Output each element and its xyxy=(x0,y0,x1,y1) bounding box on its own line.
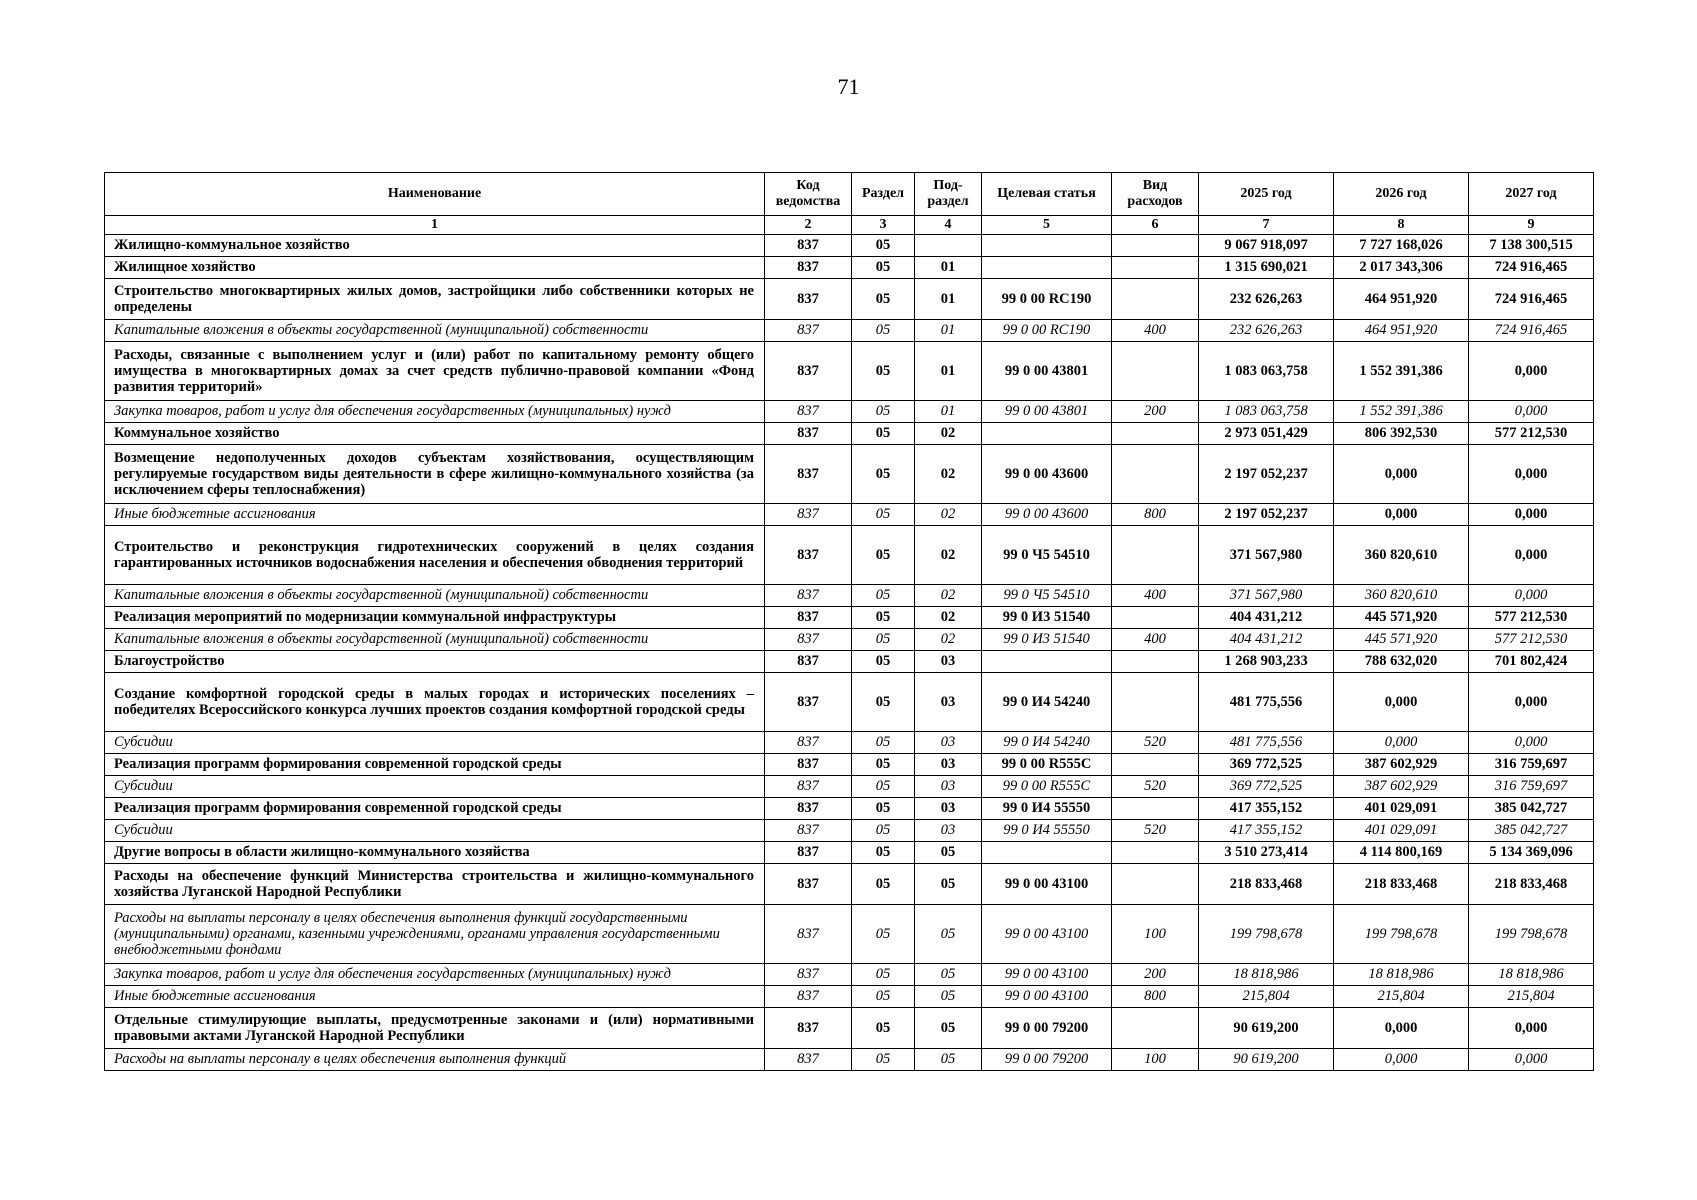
row-name: Расходы на обеспечение функций Министерства строительства и жилищно-коммунального хозяйства Луганской Народной Республики xyxy=(105,864,765,905)
amount-2025: 1 083 063,758 xyxy=(1199,342,1334,401)
amount-2026: 4 114 800,169 xyxy=(1334,842,1469,864)
row-name: Отдельные стимулирующие выплаты, предусмотренные законами и (или) нормативными правовыми актами Луганской Народной Республики xyxy=(105,1008,765,1049)
target-article: 99 0 И3 51540 xyxy=(982,629,1112,651)
header-row xyxy=(105,173,1594,216)
amount-2027: 385 042,727 xyxy=(1469,798,1594,820)
amount-2026: 2 017 343,306 xyxy=(1334,257,1469,279)
section-code: 05 xyxy=(852,820,915,842)
row-name: Субсидии xyxy=(105,732,765,754)
subsection-code: 02 xyxy=(915,607,982,629)
amount-2026: 464 951,920 xyxy=(1334,279,1469,320)
table-row xyxy=(105,585,1594,607)
department-code: 837 xyxy=(765,423,852,445)
expense-type xyxy=(1112,445,1199,504)
amount-2025: 1 315 690,021 xyxy=(1199,257,1334,279)
section-code: 05 xyxy=(852,1049,915,1071)
amount-2025: 1 268 903,233 xyxy=(1199,651,1334,673)
amount-2026: 401 029,091 xyxy=(1334,820,1469,842)
section-code: 05 xyxy=(852,776,915,798)
amount-2027: 18 818,986 xyxy=(1469,964,1594,986)
department-code: 837 xyxy=(765,320,852,342)
row-name: Строительство многоквартирных жилых домов, застройщики либо собственники которых не определены xyxy=(105,279,765,320)
budget-table xyxy=(104,172,1594,1071)
amount-2025: 90 619,200 xyxy=(1199,1008,1334,1049)
expense-type: 100 xyxy=(1112,1049,1199,1071)
department-code: 837 xyxy=(765,235,852,257)
expense-type xyxy=(1112,607,1199,629)
subsection-code: 02 xyxy=(915,504,982,526)
amount-2027: 218 833,468 xyxy=(1469,864,1594,905)
section-code: 05 xyxy=(852,732,915,754)
amount-2027: 215,804 xyxy=(1469,986,1594,1008)
table-row xyxy=(105,776,1594,798)
header-department-code: Код ведомства xyxy=(765,173,852,216)
department-code: 837 xyxy=(765,864,852,905)
table-row xyxy=(105,798,1594,820)
department-code: 837 xyxy=(765,842,852,864)
row-name: Реализация мероприятий по модернизации коммунальной инфраструктуры xyxy=(105,607,765,629)
row-name: Расходы, связанные с выполнением услуг и (или) работ по капитальному ремонту общего имущества в многоквартирных домах за счет средств публично-правовой компании «Фонд развития территорий» xyxy=(105,342,765,401)
department-code: 837 xyxy=(765,342,852,401)
target-article: 99 0 00 43100 xyxy=(982,864,1112,905)
section-code: 05 xyxy=(852,342,915,401)
target-article: 99 0 00 79200 xyxy=(982,1049,1112,1071)
header-expense-type: Вид расходов xyxy=(1112,173,1199,216)
table-row xyxy=(105,1049,1594,1071)
table-row xyxy=(105,820,1594,842)
amount-2027: 0,000 xyxy=(1469,401,1594,423)
target-article: 99 0 00 43600 xyxy=(982,445,1112,504)
target-article: 99 0 И4 55550 xyxy=(982,820,1112,842)
column-number: 6 xyxy=(1112,216,1199,235)
subsection-code: 03 xyxy=(915,776,982,798)
target-article xyxy=(982,257,1112,279)
amount-2027: 724 916,465 xyxy=(1469,257,1594,279)
target-article: 99 0 И4 54240 xyxy=(982,732,1112,754)
expense-type: 800 xyxy=(1112,504,1199,526)
table-row xyxy=(105,257,1594,279)
row-name: Расходы на выплаты персоналу в целях обеспечения выполнения функций государственными (муниципальными) органами, казенными учреждениями, органами управления государственными внебюджетными фондами xyxy=(105,905,765,964)
target-article: 99 0 И4 54240 xyxy=(982,673,1112,732)
amount-2025: 1 083 063,758 xyxy=(1199,401,1334,423)
amount-2026: 401 029,091 xyxy=(1334,798,1469,820)
table-row xyxy=(105,526,1594,585)
department-code: 837 xyxy=(765,504,852,526)
subsection-code: 01 xyxy=(915,320,982,342)
amount-2027: 0,000 xyxy=(1469,673,1594,732)
table-row xyxy=(105,235,1594,257)
table-row xyxy=(105,445,1594,504)
target-article: 99 0 00 43100 xyxy=(982,986,1112,1008)
row-name: Реализация программ формирования современной городской среды xyxy=(105,798,765,820)
department-code: 837 xyxy=(765,1008,852,1049)
section-code: 05 xyxy=(852,504,915,526)
amount-2026: 1 552 391,386 xyxy=(1334,401,1469,423)
amount-2026: 445 571,920 xyxy=(1334,629,1469,651)
table-row xyxy=(105,607,1594,629)
column-number: 8 xyxy=(1334,216,1469,235)
department-code: 837 xyxy=(765,820,852,842)
subsection-code: 01 xyxy=(915,401,982,423)
department-code: 837 xyxy=(765,629,852,651)
section-code: 05 xyxy=(852,320,915,342)
amount-2026: 360 820,610 xyxy=(1334,585,1469,607)
amount-2026: 360 820,610 xyxy=(1334,526,1469,585)
amount-2027: 577 212,530 xyxy=(1469,629,1594,651)
target-article xyxy=(982,423,1112,445)
department-code: 837 xyxy=(765,607,852,629)
department-code: 837 xyxy=(765,526,852,585)
target-article: 99 0 00 43600 xyxy=(982,504,1112,526)
amount-2026: 806 392,530 xyxy=(1334,423,1469,445)
subsection-code: 05 xyxy=(915,986,982,1008)
subsection-code: 05 xyxy=(915,1008,982,1049)
department-code: 837 xyxy=(765,585,852,607)
amount-2026: 215,804 xyxy=(1334,986,1469,1008)
amount-2025: 2 197 052,237 xyxy=(1199,504,1334,526)
amount-2025: 232 626,263 xyxy=(1199,279,1334,320)
target-article: 99 0 00 43801 xyxy=(982,401,1112,423)
section-code: 05 xyxy=(852,445,915,504)
section-code: 05 xyxy=(852,607,915,629)
amount-2025: 371 567,980 xyxy=(1199,585,1334,607)
header-target-article: Целевая статья xyxy=(982,173,1112,216)
target-article: 99 0 00 43100 xyxy=(982,905,1112,964)
amount-2025: 218 833,468 xyxy=(1199,864,1334,905)
column-number: 1 xyxy=(105,216,765,235)
table-row xyxy=(105,651,1594,673)
amount-2027: 0,000 xyxy=(1469,526,1594,585)
amount-2026: 788 632,020 xyxy=(1334,651,1469,673)
amount-2027: 724 916,465 xyxy=(1469,279,1594,320)
section-code: 05 xyxy=(852,673,915,732)
subsection-code: 02 xyxy=(915,629,982,651)
table-body xyxy=(105,235,1594,1071)
expense-type xyxy=(1112,842,1199,864)
row-name: Строительство и реконструкция гидротехнических сооружений в целях создания гарантированных источников водоснабжения населения и обеспечения обводнения территорий xyxy=(105,526,765,585)
amount-2025: 369 772,525 xyxy=(1199,754,1334,776)
header-year-2025: 2025 год xyxy=(1199,173,1334,216)
amount-2027: 316 759,697 xyxy=(1469,776,1594,798)
amount-2026: 387 602,929 xyxy=(1334,776,1469,798)
subsection-code: 01 xyxy=(915,279,982,320)
expense-type: 520 xyxy=(1112,732,1199,754)
amount-2026: 199 798,678 xyxy=(1334,905,1469,964)
section-code: 05 xyxy=(852,401,915,423)
target-article xyxy=(982,235,1112,257)
section-code: 05 xyxy=(852,629,915,651)
amount-2026: 1 552 391,386 xyxy=(1334,342,1469,401)
expense-type xyxy=(1112,1008,1199,1049)
subsection-code: 03 xyxy=(915,798,982,820)
section-code: 05 xyxy=(852,585,915,607)
section-code: 05 xyxy=(852,905,915,964)
target-article: 99 0 00 R555C xyxy=(982,754,1112,776)
amount-2027: 385 042,727 xyxy=(1469,820,1594,842)
amount-2025: 404 431,212 xyxy=(1199,607,1334,629)
target-article: 99 0 00 79200 xyxy=(982,1008,1112,1049)
subsection-code: 05 xyxy=(915,1049,982,1071)
subsection-code: 03 xyxy=(915,732,982,754)
section-code: 05 xyxy=(852,964,915,986)
expense-type xyxy=(1112,342,1199,401)
table-row xyxy=(105,342,1594,401)
table-row xyxy=(105,905,1594,964)
row-name: Капитальные вложения в объекты государственной (муниципальной) собственности xyxy=(105,585,765,607)
row-name: Капитальные вложения в объекты государственной (муниципальной) собственности xyxy=(105,320,765,342)
amount-2025: 417 355,152 xyxy=(1199,798,1334,820)
amount-2025: 2 973 051,429 xyxy=(1199,423,1334,445)
amount-2027: 199 798,678 xyxy=(1469,905,1594,964)
target-article xyxy=(982,651,1112,673)
row-name: Закупка товаров, работ и услуг для обеспечения государственных (муниципальных) нужд xyxy=(105,964,765,986)
department-code: 837 xyxy=(765,986,852,1008)
amount-2026: 0,000 xyxy=(1334,445,1469,504)
row-name: Возмещение недополученных доходов субъектам хозяйствования, осуществляющим регулируемые государством виды деятельности в сфере жилищно-коммунального хозяйства (за исключением сферы теплоснабжения) xyxy=(105,445,765,504)
table-row xyxy=(105,423,1594,445)
amount-2027: 316 759,697 xyxy=(1469,754,1594,776)
amount-2027: 577 212,530 xyxy=(1469,423,1594,445)
department-code: 837 xyxy=(765,905,852,964)
amount-2026: 464 951,920 xyxy=(1334,320,1469,342)
amount-2025: 481 775,556 xyxy=(1199,732,1334,754)
column-number: 3 xyxy=(852,216,915,235)
department-code: 837 xyxy=(765,754,852,776)
header-section: Раздел xyxy=(852,173,915,216)
amount-2025: 232 626,263 xyxy=(1199,320,1334,342)
subsection-code: 02 xyxy=(915,526,982,585)
subsection-code: 03 xyxy=(915,754,982,776)
section-code: 05 xyxy=(852,651,915,673)
header-subsection: Под-раздел xyxy=(915,173,982,216)
expense-type: 400 xyxy=(1112,585,1199,607)
department-code: 837 xyxy=(765,279,852,320)
section-code: 05 xyxy=(852,1008,915,1049)
amount-2025: 481 775,556 xyxy=(1199,673,1334,732)
row-name: Закупка товаров, работ и услуг для обеспечения государственных (муниципальных) нужд xyxy=(105,401,765,423)
table-row xyxy=(105,401,1594,423)
expense-type: 100 xyxy=(1112,905,1199,964)
row-name: Жилищно-коммунальное хозяйство xyxy=(105,235,765,257)
amount-2027: 0,000 xyxy=(1469,504,1594,526)
expense-type xyxy=(1112,864,1199,905)
subsection-code: 05 xyxy=(915,842,982,864)
expense-type xyxy=(1112,257,1199,279)
section-code: 05 xyxy=(852,798,915,820)
amount-2026: 0,000 xyxy=(1334,1049,1469,1071)
column-number-row xyxy=(105,216,1594,235)
table-row xyxy=(105,842,1594,864)
row-name: Реализация программ формирования современной городской среды xyxy=(105,754,765,776)
table-row xyxy=(105,673,1594,732)
subsection-code: 05 xyxy=(915,864,982,905)
amount-2027: 5 134 369,096 xyxy=(1469,842,1594,864)
target-article: 99 0 И4 55550 xyxy=(982,798,1112,820)
row-name: Благоустройство xyxy=(105,651,765,673)
table-row xyxy=(105,1008,1594,1049)
amount-2025: 3 510 273,414 xyxy=(1199,842,1334,864)
department-code: 837 xyxy=(765,651,852,673)
target-article: 99 0 00 43801 xyxy=(982,342,1112,401)
section-code: 05 xyxy=(852,526,915,585)
column-number: 9 xyxy=(1469,216,1594,235)
row-name: Создание комфортной городской среды в малых городах и исторических поселениях – победителях Всероссийского конкурса лучших проектов создания комфортной городской среды xyxy=(105,673,765,732)
page-number: 71 xyxy=(837,74,860,99)
expense-type xyxy=(1112,235,1199,257)
amount-2027: 0,000 xyxy=(1469,732,1594,754)
subsection-code: 02 xyxy=(915,423,982,445)
department-code: 837 xyxy=(765,798,852,820)
amount-2025: 404 431,212 xyxy=(1199,629,1334,651)
expense-type xyxy=(1112,423,1199,445)
expense-type: 200 xyxy=(1112,401,1199,423)
expense-type: 800 xyxy=(1112,986,1199,1008)
amount-2027: 7 138 300,515 xyxy=(1469,235,1594,257)
subsection-code: 05 xyxy=(915,964,982,986)
department-code: 837 xyxy=(765,964,852,986)
expense-type: 520 xyxy=(1112,820,1199,842)
target-article: 99 0 Ч5 54510 xyxy=(982,585,1112,607)
table-row xyxy=(105,964,1594,986)
subsection-code: 03 xyxy=(915,820,982,842)
section-code: 05 xyxy=(852,235,915,257)
amount-2026: 0,000 xyxy=(1334,504,1469,526)
department-code: 837 xyxy=(765,673,852,732)
table-row xyxy=(105,732,1594,754)
table-row xyxy=(105,279,1594,320)
subsection-code xyxy=(915,235,982,257)
header-name: Наименование xyxy=(105,173,765,216)
column-number: 2 xyxy=(765,216,852,235)
target-article: 99 0 Ч5 54510 xyxy=(982,526,1112,585)
department-code: 837 xyxy=(765,776,852,798)
section-code: 05 xyxy=(852,279,915,320)
amount-2025: 90 619,200 xyxy=(1199,1049,1334,1071)
subsection-code: 03 xyxy=(915,651,982,673)
department-code: 837 xyxy=(765,257,852,279)
amount-2026: 18 818,986 xyxy=(1334,964,1469,986)
column-number: 4 xyxy=(915,216,982,235)
expense-type: 400 xyxy=(1112,629,1199,651)
amount-2025: 18 818,986 xyxy=(1199,964,1334,986)
table-row xyxy=(105,986,1594,1008)
expense-type: 520 xyxy=(1112,776,1199,798)
target-article: 99 0 00 RC190 xyxy=(982,279,1112,320)
amount-2026: 0,000 xyxy=(1334,732,1469,754)
subsection-code: 03 xyxy=(915,673,982,732)
amount-2026: 0,000 xyxy=(1334,673,1469,732)
row-name: Капитальные вложения в объекты государственной (муниципальной) собственности xyxy=(105,629,765,651)
section-code: 05 xyxy=(852,423,915,445)
row-name: Иные бюджетные ассигнования xyxy=(105,504,765,526)
column-number: 5 xyxy=(982,216,1112,235)
row-name: Жилищное хозяйство xyxy=(105,257,765,279)
amount-2025: 215,804 xyxy=(1199,986,1334,1008)
amount-2025: 199 798,678 xyxy=(1199,905,1334,964)
header-year-2026: 2026 год xyxy=(1334,173,1469,216)
target-article: 99 0 И3 51540 xyxy=(982,607,1112,629)
amount-2025: 417 355,152 xyxy=(1199,820,1334,842)
expense-type: 400 xyxy=(1112,320,1199,342)
section-code: 05 xyxy=(852,864,915,905)
amount-2027: 0,000 xyxy=(1469,1049,1594,1071)
target-article: 99 0 00 R555C xyxy=(982,776,1112,798)
expense-type xyxy=(1112,798,1199,820)
expense-type xyxy=(1112,279,1199,320)
department-code: 837 xyxy=(765,732,852,754)
subsection-code: 02 xyxy=(915,585,982,607)
expense-type: 200 xyxy=(1112,964,1199,986)
amount-2027: 0,000 xyxy=(1469,342,1594,401)
amount-2027: 0,000 xyxy=(1469,1008,1594,1049)
table-row xyxy=(105,504,1594,526)
amount-2025: 2 197 052,237 xyxy=(1199,445,1334,504)
amount-2026: 218 833,468 xyxy=(1334,864,1469,905)
amount-2026: 445 571,920 xyxy=(1334,607,1469,629)
amount-2027: 577 212,530 xyxy=(1469,607,1594,629)
amount-2026: 7 727 168,026 xyxy=(1334,235,1469,257)
subsection-code: 05 xyxy=(915,905,982,964)
amount-2027: 0,000 xyxy=(1469,585,1594,607)
row-name: Субсидии xyxy=(105,820,765,842)
expense-type xyxy=(1112,651,1199,673)
expense-type xyxy=(1112,754,1199,776)
target-article xyxy=(982,842,1112,864)
department-code: 837 xyxy=(765,401,852,423)
table-row xyxy=(105,320,1594,342)
row-name: Расходы на выплаты персоналу в целях обеспечения выполнения функций xyxy=(105,1049,765,1071)
expense-type xyxy=(1112,526,1199,585)
section-code: 05 xyxy=(852,754,915,776)
subsection-code: 02 xyxy=(915,445,982,504)
section-code: 05 xyxy=(852,257,915,279)
column-number: 7 xyxy=(1199,216,1334,235)
table-row xyxy=(105,754,1594,776)
amount-2025: 9 067 918,097 xyxy=(1199,235,1334,257)
row-name: Субсидии xyxy=(105,776,765,798)
department-code: 837 xyxy=(765,1049,852,1071)
table-row xyxy=(105,629,1594,651)
amount-2027: 724 916,465 xyxy=(1469,320,1594,342)
target-article: 99 0 00 43100 xyxy=(982,964,1112,986)
subsection-code: 01 xyxy=(915,257,982,279)
row-name: Иные бюджетные ассигнования xyxy=(105,986,765,1008)
section-code: 05 xyxy=(852,986,915,1008)
amount-2027: 0,000 xyxy=(1469,445,1594,504)
amount-2025: 369 772,525 xyxy=(1199,776,1334,798)
expense-type xyxy=(1112,673,1199,732)
header-year-2027: 2027 год xyxy=(1469,173,1594,216)
amount-2027: 701 802,424 xyxy=(1469,651,1594,673)
department-code: 837 xyxy=(765,445,852,504)
section-code: 05 xyxy=(852,842,915,864)
row-name: Другие вопросы в области жилищно-коммунального хозяйства xyxy=(105,842,765,864)
amount-2026: 0,000 xyxy=(1334,1008,1469,1049)
table-row xyxy=(105,864,1594,905)
row-name: Коммунальное хозяйство xyxy=(105,423,765,445)
amount-2026: 387 602,929 xyxy=(1334,754,1469,776)
amount-2025: 371 567,980 xyxy=(1199,526,1334,585)
subsection-code: 01 xyxy=(915,342,982,401)
target-article: 99 0 00 RC190 xyxy=(982,320,1112,342)
